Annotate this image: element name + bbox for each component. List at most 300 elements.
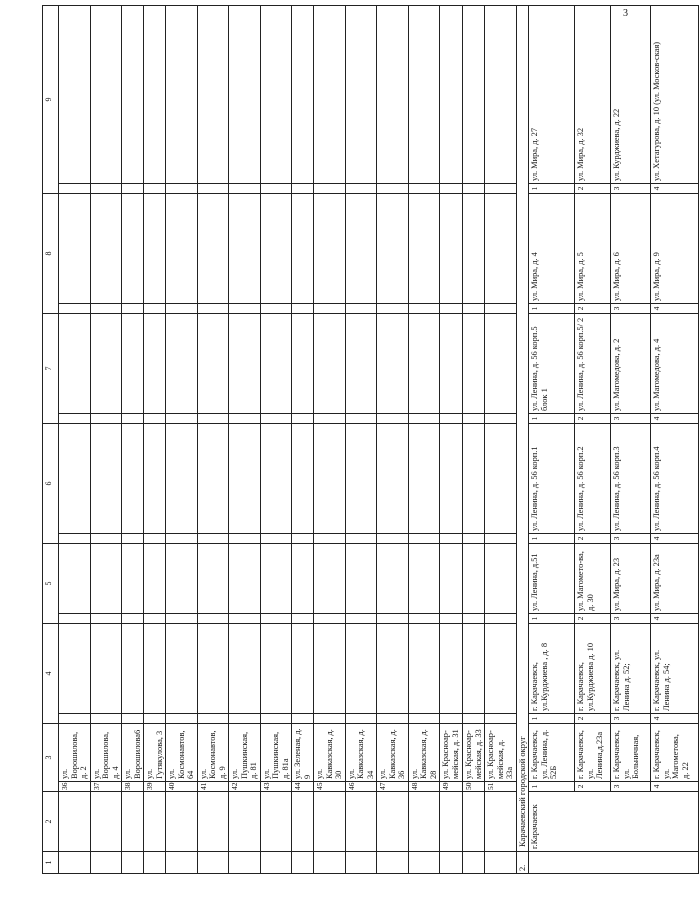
district-row xyxy=(529,6,575,874)
empty-cell xyxy=(144,544,166,614)
empty-cell xyxy=(314,194,346,304)
empty-cell xyxy=(377,414,409,424)
empty-cell xyxy=(122,534,144,544)
empty-cell xyxy=(485,714,517,724)
empty-cell xyxy=(229,792,261,852)
row-number: 39 xyxy=(144,782,166,792)
empty-cell xyxy=(485,414,517,424)
empty-cell xyxy=(292,852,314,874)
item-number: 2 xyxy=(575,414,611,424)
empty-cell xyxy=(440,194,463,304)
empty-cell xyxy=(408,714,440,724)
empty-cell xyxy=(90,614,122,624)
empty-cell xyxy=(229,544,261,614)
item-number: 1 xyxy=(529,534,575,544)
empty-cell xyxy=(59,792,91,852)
empty-cell xyxy=(122,184,144,194)
street-address: ул. Мира, д. 23 xyxy=(611,544,651,614)
street-address: ул. Космонавтов, д. 9 xyxy=(197,724,229,782)
empty-cell xyxy=(166,6,198,184)
street-address: ул. Космонавтов, 64 xyxy=(166,724,198,782)
item-number: 2 xyxy=(575,614,611,624)
empty-cell xyxy=(166,184,198,194)
address-row xyxy=(377,6,409,874)
item-number: 3 xyxy=(611,534,651,544)
street-address: ул. Мира, д. 6 xyxy=(611,194,651,304)
empty-cell xyxy=(463,614,485,624)
item-number: 4 xyxy=(651,414,699,424)
empty-cell xyxy=(260,614,292,624)
item-number: 2 xyxy=(575,714,611,724)
address-row xyxy=(314,6,346,874)
empty-cell xyxy=(260,792,292,852)
street-address: г. Карачаевск, ул. Больничная, xyxy=(611,724,651,782)
city-name: г.Карачаевск xyxy=(529,792,699,852)
empty-cell xyxy=(229,614,261,624)
street-address: ул. Кавказская, д. 30 xyxy=(314,724,346,782)
empty-cell xyxy=(166,614,198,624)
empty-cell xyxy=(197,314,229,414)
empty-cell xyxy=(260,544,292,614)
address-row xyxy=(122,6,144,874)
empty-cell xyxy=(377,194,409,304)
empty-cell xyxy=(408,624,440,714)
empty-cell xyxy=(345,414,377,424)
row-number: 36 xyxy=(59,782,91,792)
empty-cell xyxy=(314,544,346,614)
section-header-row xyxy=(516,6,529,874)
item-number: 4 xyxy=(651,714,699,724)
empty-cell xyxy=(122,194,144,304)
empty-cell xyxy=(260,184,292,194)
street-address: ул. Ворошилова, д. 2 xyxy=(59,724,91,782)
empty-cell xyxy=(314,184,346,194)
empty-cell xyxy=(463,792,485,852)
col-header-8: 8 xyxy=(43,194,59,314)
street-address: ул. Ворошилова, д. 4 xyxy=(90,724,122,782)
empty-cell xyxy=(197,624,229,714)
empty-cell xyxy=(377,6,409,184)
empty-cell xyxy=(485,194,517,304)
street-address: ул. Мира, д. 5 xyxy=(575,194,611,304)
empty-cell xyxy=(485,792,517,852)
empty-cell xyxy=(122,414,144,424)
empty-cell xyxy=(122,544,144,614)
empty-cell xyxy=(463,184,485,194)
row-number: 48 xyxy=(408,782,440,792)
empty-cell xyxy=(314,792,346,852)
empty-cell xyxy=(59,184,91,194)
empty-cell xyxy=(440,314,463,414)
table-body xyxy=(43,6,699,874)
item-number: 3 xyxy=(611,614,651,624)
street-address: ул. Магомедова, д. 4 xyxy=(651,314,699,414)
empty-cell xyxy=(260,414,292,424)
empty-cell xyxy=(377,624,409,714)
empty-cell xyxy=(485,424,517,534)
empty-cell xyxy=(90,852,122,874)
item-number: 3 xyxy=(611,714,651,724)
empty-cell xyxy=(260,534,292,544)
empty-cell xyxy=(377,184,409,194)
street-address: ул. Кавказская, д. 34 xyxy=(345,724,377,782)
item-number: 2 xyxy=(575,304,611,314)
address-row xyxy=(408,6,440,874)
empty-cell xyxy=(166,314,198,414)
empty-cell xyxy=(260,424,292,534)
row-number: 37 xyxy=(90,782,122,792)
empty-cell xyxy=(440,184,463,194)
empty-cell xyxy=(144,424,166,534)
item-number: 4 xyxy=(651,304,699,314)
item-number: 2 xyxy=(575,184,611,194)
col-header-1: 1 xyxy=(43,852,59,874)
col-header-7: 7 xyxy=(43,314,59,424)
empty-cell xyxy=(314,624,346,714)
item-number: 4 xyxy=(651,614,699,624)
address-row xyxy=(59,6,91,874)
empty-cell xyxy=(197,614,229,624)
empty-cell xyxy=(90,194,122,304)
street-address: ул. Хетагурова, д. 10 (ул. Москов-ская) xyxy=(651,6,699,184)
empty-cell xyxy=(59,614,91,624)
street-address: г. Карачаевск, ул. Ленина д. 52; xyxy=(611,624,651,714)
empty-cell xyxy=(229,314,261,414)
empty-cell xyxy=(314,714,346,724)
empty-cell xyxy=(345,714,377,724)
empty-cell xyxy=(485,314,517,414)
empty-cell xyxy=(260,304,292,314)
empty-cell xyxy=(166,852,198,874)
empty-cell xyxy=(144,714,166,724)
empty-cell xyxy=(59,414,91,424)
empty-cell xyxy=(59,852,91,874)
empty-cell xyxy=(90,414,122,424)
empty-cell xyxy=(144,414,166,424)
empty-cell xyxy=(229,424,261,534)
street-address: ул. Мира, д. 32 xyxy=(575,6,611,184)
address-table xyxy=(42,5,699,874)
empty-cell xyxy=(144,852,166,874)
empty-cell xyxy=(292,624,314,714)
empty-cell xyxy=(59,534,91,544)
empty-cell xyxy=(166,304,198,314)
street-address: ул. Кавказская, д. 28 xyxy=(408,724,440,782)
page-number: 3 xyxy=(623,8,628,19)
header-row xyxy=(43,6,59,874)
empty-cell xyxy=(345,624,377,714)
empty-cell xyxy=(463,6,485,184)
empty-cell xyxy=(144,534,166,544)
empty-cell xyxy=(229,852,261,874)
empty-cell xyxy=(440,792,463,852)
empty-cell xyxy=(408,414,440,424)
empty-cell xyxy=(229,414,261,424)
street-address: ул. Гутякулова, 3 xyxy=(144,724,166,782)
street-address: ул. Пушкинская, д. 81а xyxy=(260,724,292,782)
empty-cell xyxy=(345,544,377,614)
empty-cell xyxy=(440,424,463,534)
empty-cell xyxy=(166,424,198,534)
empty-cell xyxy=(408,614,440,624)
empty-cell xyxy=(122,792,144,852)
empty-cell xyxy=(166,194,198,304)
section-title: Карачаевский городской округ xyxy=(516,6,529,852)
street-address: ул. Мира, д. 4 xyxy=(529,194,575,304)
empty-cell xyxy=(59,544,91,614)
empty-cell xyxy=(260,194,292,304)
empty-cell xyxy=(440,6,463,184)
empty-cell xyxy=(463,852,485,874)
address-row xyxy=(260,6,292,874)
empty-cell xyxy=(197,714,229,724)
empty-cell xyxy=(144,194,166,304)
empty-cell xyxy=(90,624,122,714)
empty-cell xyxy=(260,852,292,874)
empty-cell xyxy=(292,714,314,724)
empty-cell xyxy=(485,6,517,184)
district-row xyxy=(651,6,699,874)
col-header-9: 9 xyxy=(43,6,59,194)
empty-cell xyxy=(408,194,440,304)
empty-cell xyxy=(197,534,229,544)
address-row xyxy=(144,6,166,874)
row-number: 43 xyxy=(260,782,292,792)
empty-cell xyxy=(122,714,144,724)
empty-cell xyxy=(463,624,485,714)
empty-cell xyxy=(377,304,409,314)
empty-cell xyxy=(292,194,314,304)
empty-cell xyxy=(440,304,463,314)
empty-cell xyxy=(440,714,463,724)
col-header-5: 5 xyxy=(43,544,59,624)
row-number: 49 xyxy=(440,782,463,792)
empty-cell xyxy=(463,414,485,424)
empty-cell xyxy=(485,544,517,614)
row-number: 40 xyxy=(166,782,198,792)
empty-cell xyxy=(463,714,485,724)
item-number: 1 xyxy=(529,414,575,424)
empty-cell xyxy=(485,534,517,544)
item-number: 3 xyxy=(611,782,651,792)
row-number: 38 xyxy=(122,782,144,792)
empty-cell xyxy=(345,184,377,194)
empty-cell xyxy=(345,194,377,304)
empty-cell xyxy=(59,314,91,414)
item-number: 3 xyxy=(611,304,651,314)
empty-cell xyxy=(440,624,463,714)
empty-cell xyxy=(59,304,91,314)
empty-cell xyxy=(292,304,314,314)
empty-cell xyxy=(345,314,377,414)
empty-cell xyxy=(90,544,122,614)
empty-cell xyxy=(260,6,292,184)
empty-cell xyxy=(485,852,517,874)
empty-cell xyxy=(345,534,377,544)
empty-cell xyxy=(440,852,463,874)
empty-cell xyxy=(408,314,440,414)
item-number: 1 xyxy=(529,184,575,194)
empty-cell xyxy=(90,792,122,852)
row-number: 42 xyxy=(229,782,261,792)
empty-cell xyxy=(229,624,261,714)
street-address: ул. Краснoар-мейская, д. 33а xyxy=(485,724,517,782)
col-header-3: 3 xyxy=(43,724,59,792)
street-address: ул. Мира, д. 23а xyxy=(651,544,699,614)
empty-cell xyxy=(408,544,440,614)
street-address: г. Карачаевск, ул.Курджиева д. 10 xyxy=(575,624,611,714)
item-number: 4 xyxy=(651,184,699,194)
empty-cell xyxy=(314,424,346,534)
empty-cell xyxy=(166,714,198,724)
empty-cell xyxy=(197,6,229,184)
empty-cell xyxy=(345,304,377,314)
empty-cell xyxy=(90,714,122,724)
empty-cell xyxy=(345,6,377,184)
empty-cell xyxy=(377,614,409,624)
empty-cell xyxy=(314,414,346,424)
empty-cell xyxy=(377,714,409,724)
empty-cell xyxy=(440,614,463,624)
empty-cell xyxy=(440,414,463,424)
empty-cell xyxy=(144,792,166,852)
empty-cell xyxy=(292,414,314,424)
street-address: ул. Мира, д. 27 xyxy=(529,6,575,184)
empty-cell xyxy=(314,6,346,184)
street-address: г. Карачаевск, ул. Ленина,д.23а xyxy=(575,724,611,782)
row-number: 50 xyxy=(463,782,485,792)
empty-cell xyxy=(166,544,198,614)
street-address: ул. Ленина, д. 56 корп.5/ 2 xyxy=(575,314,611,414)
empty-cell xyxy=(485,614,517,624)
row-number: 41 xyxy=(197,782,229,792)
empty-cell xyxy=(440,534,463,544)
item-number: 1 xyxy=(529,782,575,792)
empty-cell xyxy=(314,614,346,624)
empty-cell xyxy=(229,6,261,184)
item-number: 3 xyxy=(611,184,651,194)
row-number: 45 xyxy=(314,782,346,792)
empty-cell xyxy=(90,424,122,534)
street-address: ул. Ленина, д. 56 корп.2 xyxy=(575,424,611,534)
empty-cell xyxy=(485,304,517,314)
address-row xyxy=(463,6,485,874)
empty-cell xyxy=(122,624,144,714)
empty-cell xyxy=(197,194,229,304)
item-number: 1 xyxy=(529,304,575,314)
empty-cell xyxy=(408,792,440,852)
empty-cell xyxy=(377,314,409,414)
empty-cell xyxy=(314,314,346,414)
empty-cell xyxy=(408,184,440,194)
empty-cell xyxy=(345,852,377,874)
empty-cell xyxy=(229,194,261,304)
empty-cell xyxy=(166,792,198,852)
empty-cell xyxy=(377,534,409,544)
empty-cell xyxy=(463,304,485,314)
empty-cell xyxy=(229,714,261,724)
item-number: 1 xyxy=(529,714,575,724)
row-number: 47 xyxy=(377,782,409,792)
empty-cell xyxy=(260,314,292,414)
empty-cell xyxy=(377,792,409,852)
empty-cell xyxy=(408,852,440,874)
street-address: ул. Зеленая, д. 9 xyxy=(292,724,314,782)
item-number: 4 xyxy=(651,782,699,792)
street-address: ул. Курджиева, д. 22 xyxy=(611,6,651,184)
empty-cell xyxy=(345,614,377,624)
district-row xyxy=(611,6,651,874)
empty-cell xyxy=(260,624,292,714)
empty-cell xyxy=(408,304,440,314)
empty-cell xyxy=(260,714,292,724)
empty-cell xyxy=(144,6,166,184)
address-row xyxy=(229,6,261,874)
empty-cell xyxy=(197,304,229,314)
empty-cell xyxy=(292,6,314,184)
empty-cell xyxy=(229,304,261,314)
street-address: ул. Магомето-ва, д. 30 xyxy=(575,544,611,614)
empty-cell xyxy=(90,304,122,314)
col-header-4: 4 xyxy=(43,624,59,724)
empty-cell xyxy=(122,304,144,314)
address-row xyxy=(292,6,314,874)
empty-cell xyxy=(292,544,314,614)
street-address: ул. Краснoар-мейская, д. 33 xyxy=(463,724,485,782)
empty-cell xyxy=(292,534,314,544)
empty-cell xyxy=(463,424,485,534)
empty-cell xyxy=(292,314,314,414)
rotated-table-sheet xyxy=(42,16,690,874)
empty-cell xyxy=(529,852,699,874)
empty-cell xyxy=(292,792,314,852)
empty-cell xyxy=(59,6,91,184)
empty-cell xyxy=(144,184,166,194)
empty-cell xyxy=(463,194,485,304)
street-address: ул. Мира, д. 9 xyxy=(651,194,699,304)
address-row xyxy=(90,6,122,874)
empty-cell xyxy=(197,544,229,614)
empty-cell xyxy=(229,184,261,194)
street-address: ул. Ленина, д.51 xyxy=(529,544,575,614)
street-address: ул. Ленина, д. 56 корп.1 xyxy=(529,424,575,534)
district-row xyxy=(575,6,611,874)
empty-cell xyxy=(166,534,198,544)
empty-cell xyxy=(144,614,166,624)
empty-cell xyxy=(197,184,229,194)
empty-cell xyxy=(314,304,346,314)
item-number: 1 xyxy=(529,614,575,624)
empty-cell xyxy=(314,534,346,544)
item-number: 3 xyxy=(611,414,651,424)
section-number: 2. xyxy=(516,852,529,874)
street-address: г. Карачаевск, ул. Ленина, д. 52Б xyxy=(529,724,575,782)
empty-cell xyxy=(485,184,517,194)
empty-cell xyxy=(122,614,144,624)
street-address: г. Карачаевск, ул. Ленина д. 54; xyxy=(651,624,699,714)
street-address: ул. Пушкинская, д. 81 xyxy=(229,724,261,782)
row-number: 46 xyxy=(345,782,377,792)
empty-cell xyxy=(463,314,485,414)
empty-cell xyxy=(440,544,463,614)
item-number: 2 xyxy=(575,534,611,544)
empty-cell xyxy=(122,6,144,184)
empty-cell xyxy=(463,534,485,544)
empty-cell xyxy=(90,314,122,414)
item-number: 4 xyxy=(651,534,699,544)
empty-cell xyxy=(144,304,166,314)
empty-cell xyxy=(345,424,377,534)
